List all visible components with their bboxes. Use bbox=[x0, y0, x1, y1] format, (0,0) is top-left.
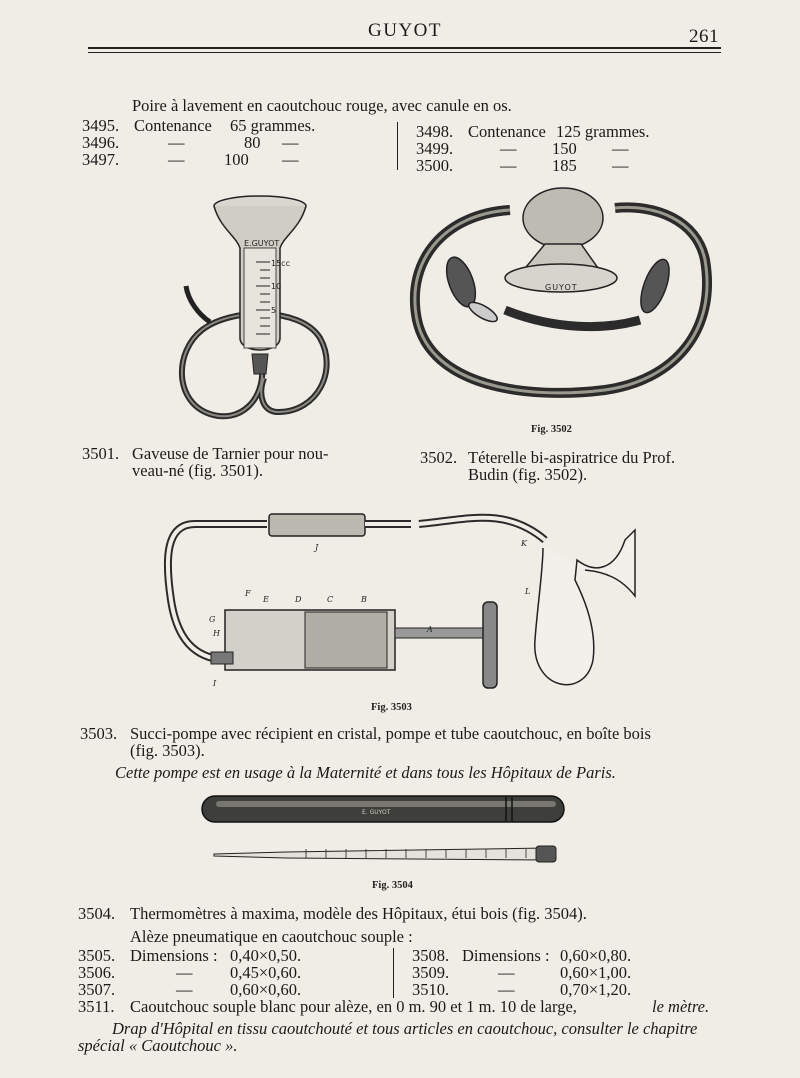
item-number: 3498. bbox=[416, 122, 454, 141]
footer-note-line1: Drap d'Hôpital en tissu caoutchouté et tous articles en caoutchouc, consulter le chapitre bbox=[112, 1019, 698, 1038]
item-number: 3508. bbox=[412, 946, 450, 965]
item-3511-number: 3511. bbox=[78, 997, 115, 1016]
ditto-mark: — bbox=[168, 133, 185, 152]
item-value: 150 bbox=[552, 139, 577, 158]
scale-label: 10 bbox=[271, 282, 282, 291]
ditto-mark: — bbox=[498, 963, 515, 982]
header-rule-thick bbox=[88, 47, 721, 49]
item-3511-text: Caoutchouc souple blanc pour alèze, en 0 m. 90 et 1 m. 10 de large, bbox=[130, 997, 577, 1016]
figure-3501-gaveuse-illustration bbox=[170, 188, 340, 428]
item-value: 0,60×0,80. bbox=[560, 946, 632, 965]
item-number: 3500. bbox=[416, 156, 454, 175]
item-3504-number: 3504. bbox=[78, 904, 116, 923]
header-rule-thin bbox=[88, 52, 721, 53]
ditto-mark: — bbox=[500, 139, 517, 158]
item-value: 0,40×0,50. bbox=[230, 946, 302, 965]
figure-3503-label: D bbox=[295, 595, 302, 604]
page-number: 261 bbox=[689, 26, 719, 47]
figure-3504-caption: Fig. 3504 bbox=[372, 880, 413, 891]
item-3504-text: Thermomètres à maxima, modèle des Hôpitaux, étui bois (fig. 3504). bbox=[130, 904, 587, 923]
item-desc: Contenance bbox=[468, 122, 546, 141]
ditto-mark: — bbox=[282, 133, 299, 152]
figure-3503-label: L bbox=[525, 587, 531, 596]
item-value: 0,70×1,20. bbox=[560, 980, 632, 999]
item-desc: Dimensions : bbox=[130, 946, 218, 965]
figure-3504-case-mark: E. GUYOT bbox=[362, 809, 391, 816]
scale-label: 5 bbox=[271, 306, 277, 315]
ditto-mark: — bbox=[612, 156, 629, 175]
item-3502-text: Téterelle bi-aspiratrice du Prof. bbox=[468, 448, 676, 467]
figure-3503-caption: Fig. 3503 bbox=[371, 702, 412, 713]
item-3503-number: 3503. bbox=[80, 724, 118, 743]
item-value: 125 grammes. bbox=[556, 122, 650, 141]
figure-3502-maker-mark: GUYOT bbox=[545, 283, 578, 292]
ditto-mark: — bbox=[176, 963, 193, 982]
item-number: 3507. bbox=[78, 980, 116, 999]
item-value: 0,45×0,60. bbox=[230, 963, 302, 982]
item-3501-text: veau-né (fig. 3501). bbox=[132, 461, 264, 480]
figure-3503-label: J bbox=[315, 543, 319, 552]
item-value: 65 grammes. bbox=[230, 116, 316, 135]
column-divider bbox=[393, 948, 394, 998]
ditto-mark: — bbox=[498, 980, 515, 999]
figure-3502-teterelle-illustration bbox=[405, 180, 715, 435]
item-desc: Dimensions : bbox=[462, 946, 550, 965]
item-desc: Contenance bbox=[134, 116, 212, 135]
item-number: 3509. bbox=[412, 963, 450, 982]
item-value: 80 bbox=[244, 133, 261, 152]
item-number: 3506. bbox=[78, 963, 116, 982]
aleze-intro: Alèze pneumatique en caoutchouc souple : bbox=[130, 927, 413, 946]
item-3502-text: Budin (fig. 3502). bbox=[468, 465, 588, 484]
item-value: 185 bbox=[552, 156, 577, 175]
footer-note-line2: spécial « Caoutchouc ». bbox=[78, 1036, 238, 1055]
figure-3502-caption: Fig. 3502 bbox=[531, 424, 572, 435]
item-3503-text: (fig. 3503). bbox=[130, 741, 205, 760]
scale-label: 15cc bbox=[271, 259, 290, 268]
item-number: 3510. bbox=[412, 980, 450, 999]
figure-3503-label: B bbox=[361, 595, 367, 604]
figure-3503-label: C bbox=[327, 595, 334, 604]
item-number: 3497. bbox=[82, 150, 120, 169]
figure-3503-succi-pompe-illustration bbox=[165, 500, 645, 713]
item-value: 0,60×1,00. bbox=[560, 963, 632, 982]
figure-3504-thermometer-illustration bbox=[196, 790, 576, 890]
figure-3503-label: I bbox=[213, 679, 217, 688]
ditto-mark: — bbox=[282, 150, 299, 169]
figure-3503-label: A bbox=[427, 625, 433, 634]
ditto-mark: — bbox=[500, 156, 517, 175]
column-divider bbox=[397, 122, 398, 170]
item-number: 3495. bbox=[82, 116, 120, 135]
item-3503-text: Succi-pompe avec récipient en cristal, pompe et tube caoutchouc, en boîte bois bbox=[130, 724, 651, 743]
item-value: 100 bbox=[224, 150, 249, 169]
item-number: 3499. bbox=[416, 139, 454, 158]
figure-3503-label: F bbox=[245, 589, 251, 598]
item-3502-number: 3502. bbox=[420, 448, 458, 467]
item-3503-note: Cette pompe est en usage à la Maternité et dans tous les Hôpitaux de Paris. bbox=[115, 763, 616, 782]
ditto-mark: — bbox=[612, 139, 629, 158]
figure-3503-label: K bbox=[521, 539, 527, 548]
figure-3503-label: E bbox=[263, 595, 269, 604]
ditto-mark: — bbox=[176, 980, 193, 999]
item-value: 0,60×0,60. bbox=[230, 980, 302, 999]
item-number: 3496. bbox=[82, 133, 120, 152]
figure-3503-label: G bbox=[209, 615, 216, 624]
item-number: 3505. bbox=[78, 946, 116, 965]
running-header-title: GUYOT bbox=[368, 20, 442, 41]
item-3501-text: Gaveuse de Tarnier pour nou- bbox=[132, 444, 329, 463]
figure-3503-label: H bbox=[213, 629, 220, 638]
poire-intro: Poire à lavement en caoutchouc rouge, avec canule en os. bbox=[132, 96, 512, 115]
figure-3501-maker-mark: E.GUYOT bbox=[244, 239, 280, 248]
item-3511-unit: le mètre. bbox=[652, 997, 710, 1016]
ditto-mark: — bbox=[168, 150, 185, 169]
item-3501-number: 3501. bbox=[82, 444, 120, 463]
